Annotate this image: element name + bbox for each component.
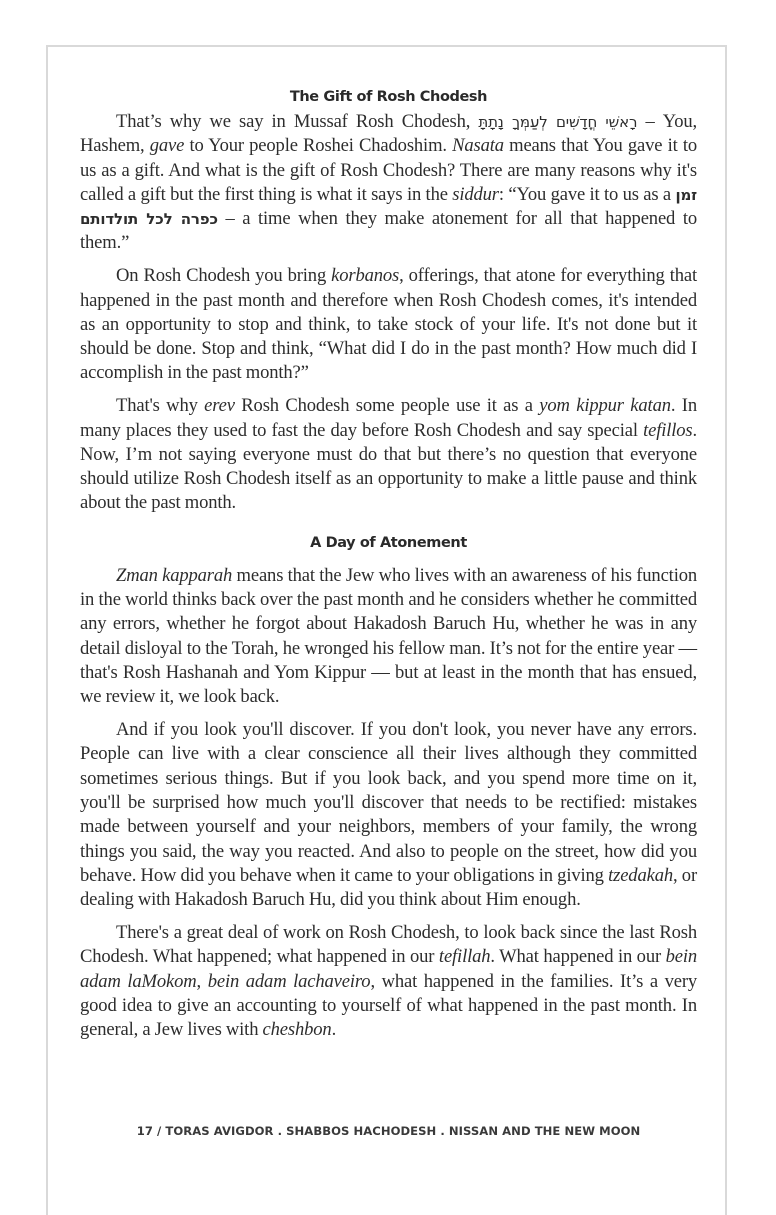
text-segment: . Now, I’m not saying everyone must do that but there’s no question that everyone should utilize Rosh Chodesh itself as an opportunity to make a little pause and think about the past month. — [80, 419, 697, 514]
italic-term: Nasata — [452, 135, 504, 157]
text-segment: – a time when they make atonement for all that happened to them.” — [80, 208, 698, 254]
text-segment: . What happened in our — [490, 946, 666, 968]
text-segment: , or dealing with Hakadosh Baruch Hu, did you think about Him enough. — [80, 864, 697, 911]
section-heading-atonement: A Day of Atonement — [310, 534, 467, 551]
section-heading-gift: The Gift of Rosh Chodesh — [289, 89, 488, 105]
text-segment: means that You gave it to us as a gift. And what is the gift of Rosh Chodesh? There are many reasons why it's called a gift but the first thing is what it says in the — [80, 135, 698, 205]
text-segment: to Your people Roshei Chadoshim. — [184, 135, 453, 157]
italic-term: erev — [204, 395, 235, 417]
text-segment: And if you look you'll discover. If you don't look, you never have any errors. People can live with a clear conscience all their lives although they committed sometimes serious things. But if you look back, and you spend more time on it, you'll be surprised how much you'll discover that needs to be rectified: mistakes made between yourself and your neighbors, members of your family, the wrong things you said, the way you reacted. And also to people on the street, how did you behave. How did you behave when it came to your obligations in giving — [80, 719, 697, 886]
italic-term: tefillos — [643, 419, 693, 441]
italic-term: gave — [149, 135, 185, 157]
text-segment: That's why — [116, 395, 205, 417]
paragraph — [80, 394, 697, 515]
text-segment: : “You gave it to us as a — [498, 183, 676, 205]
paragraph — [80, 921, 697, 1042]
text-segment: There's a great deal of work on Rosh Chodesh, to look back since the last Rosh Chodesh. What happened; what happened in our — [80, 921, 697, 968]
italic-term: korbanos — [331, 265, 400, 287]
hebrew-quote: רָאשֵׁי חֳדָשִׁים לְעַמְּךָ נָתָתָּ — [478, 113, 638, 131]
text-segment: , what happened in the families. It’s a very good idea to give an accounting to yourself of what happened in the past month. In general, a Jew lives with — [80, 970, 698, 1041]
italic-term: yom kippur katan — [539, 395, 671, 417]
italic-term: bein adam laMokom — [80, 946, 697, 992]
italic-term: tzedakah — [608, 864, 673, 886]
text-segment: On Rosh Chodesh you bring — [116, 265, 332, 287]
paragraph — [80, 564, 697, 710]
italic-term: bein adam lachaveiro — [207, 970, 371, 992]
text-segment: , offerings, that atone for everything that happened in the past month and therefore when Rosh Chodesh comes, it's intended as an opportunity to stop and think, to take stock of your life. It's not done but it should be done. Stop and think, “What did I do in the past month? How much did I accomplish in the past month?” — [80, 265, 697, 384]
italic-term: tefillah — [438, 946, 491, 968]
text-segment: , — [196, 970, 208, 992]
text-segment: . — [331, 1019, 337, 1041]
italic-term: Zman kapparah — [116, 564, 233, 586]
paragraph — [80, 264, 697, 385]
text-segment: Rosh Chodesh some people use it as a — [234, 395, 540, 417]
text-segment: means that the Jew who lives with an awareness of his function in the world thinks back over the past month and he considers whether he committed any errors, whether he forgot about Hakadosh Baruch Hu, whether he was in any detail disloyal to the Torah, he wronged his fellow man. It’s not for the entire year — that's Rosh Hashanah and Yom Kippur — but at least in the month that has ensued, we review it, we look back. — [80, 564, 698, 708]
running-footer: 17 / TORAS AVIGDOR . SHABBOS HACHODESH . NISSAN AND THE NEW MOON — [136, 1124, 641, 1138]
hebrew-quote: זמן כפרה לכל תולדותם — [80, 185, 698, 229]
text-segment: That’s why we say in Mussaf Rosh Chodesh, — [116, 111, 479, 132]
paragraph — [80, 110, 697, 256]
italic-term: siddur — [452, 183, 499, 205]
page-content — [80, 86, 697, 1051]
text-segment: . In many places they used to fast the day before Rosh Chodesh and say special — [80, 395, 697, 441]
text-segment: – You, Hashem, — [80, 111, 697, 157]
italic-term: cheshbon — [262, 1019, 332, 1041]
paragraph — [80, 718, 697, 912]
